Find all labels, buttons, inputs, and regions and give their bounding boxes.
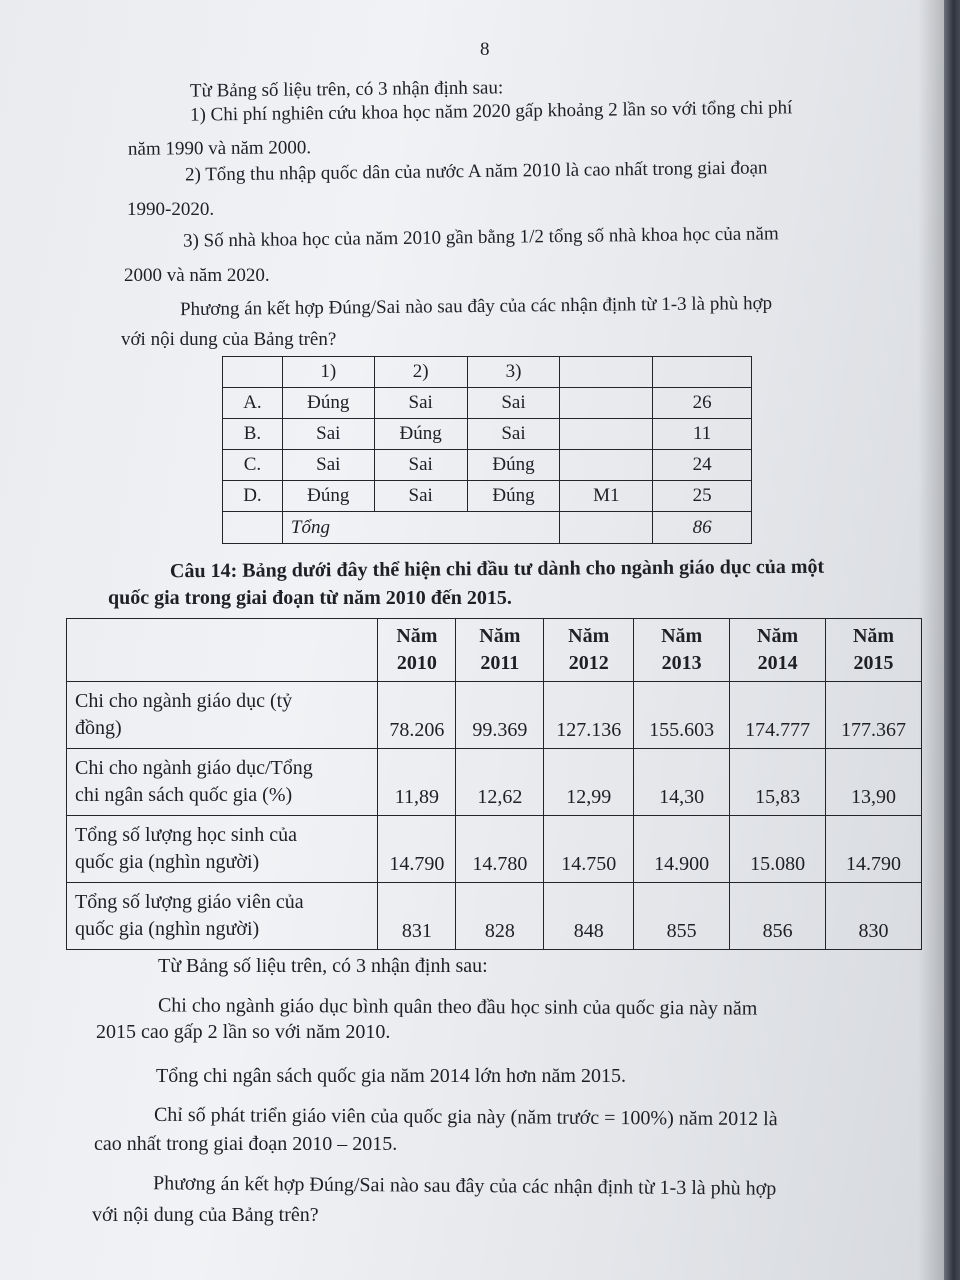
option-cell: Đúng bbox=[467, 481, 560, 512]
option-cell: Sai bbox=[374, 481, 467, 512]
table-cell: 14.900 bbox=[634, 816, 730, 883]
total-value: 86 bbox=[653, 512, 752, 544]
year-header-label: Năm bbox=[661, 625, 703, 647]
option-label: M1 bbox=[560, 481, 653, 512]
year-header-value: 2015 bbox=[853, 652, 894, 674]
year-header-2012 bbox=[544, 619, 634, 682]
option-cell: Sai bbox=[374, 388, 467, 419]
q13-statement-2-line-2: 1990-2020. bbox=[127, 199, 215, 220]
year-header-label: Năm bbox=[479, 625, 521, 647]
option-cell bbox=[560, 419, 653, 450]
table-row-education-spending bbox=[67, 682, 922, 749]
q14-statement-1-line-1: Chi cho ngành giáo dục bình quân theo đầu học sinh của quốc gia này năm bbox=[157, 994, 758, 1020]
q14-intro: Từ Bảng số liệu trên, có 3 nhận định sau: bbox=[158, 955, 488, 977]
header-cell bbox=[560, 357, 653, 388]
year-header-2015 bbox=[826, 619, 922, 682]
empty-cell bbox=[223, 512, 283, 544]
table-cell: 14.780 bbox=[456, 816, 544, 883]
option-count: 11 bbox=[653, 419, 752, 450]
table-cell: 15.080 bbox=[730, 816, 826, 883]
year-header-label: Năm bbox=[568, 625, 610, 647]
table-cell: 78.206 bbox=[378, 682, 456, 749]
table-cell: 831 bbox=[378, 883, 456, 950]
q14-question-line-1: Phương án kết hợp Đúng/Sai nào sau đây của các nhận định từ 1-3 là phù hợp bbox=[152, 1172, 777, 1200]
answer-options-table bbox=[222, 356, 752, 544]
table-cell: 14,30 bbox=[634, 749, 730, 816]
table-cell: 177.367 bbox=[826, 682, 922, 749]
row-label-line: quốc gia (nghìn người) bbox=[75, 851, 260, 873]
table-cell: 155.603 bbox=[634, 682, 730, 749]
q14-title-line-2: quốc gia trong giai đoạn từ năm 2010 đến 2015. bbox=[108, 587, 512, 609]
education-spending-table bbox=[66, 618, 922, 950]
q14-statement-2-line-1: Tổng chi ngân sách quốc gia năm 2014 lớn hơn năm 2015. bbox=[156, 1065, 626, 1087]
year-header-value: 2010 bbox=[396, 652, 437, 674]
header-cell: 3) bbox=[467, 357, 560, 388]
row-label bbox=[67, 816, 378, 883]
table-cell: 855 bbox=[634, 883, 730, 950]
row-label bbox=[67, 883, 378, 950]
option-cell: Sai bbox=[374, 450, 467, 481]
option-cell: Sai bbox=[282, 419, 374, 450]
answer-table-header bbox=[223, 357, 752, 388]
table-cell: 830 bbox=[826, 883, 922, 950]
row-label-line: chi ngân sách quốc gia (%) bbox=[75, 784, 293, 806]
option-cell: Đúng bbox=[282, 388, 374, 419]
row-label bbox=[67, 682, 378, 749]
option-letter: C. bbox=[223, 450, 283, 481]
q13-statement-3-line-2: 2000 và năm 2020. bbox=[124, 265, 270, 286]
option-cell: Sai bbox=[282, 450, 374, 481]
option-cell: Sai bbox=[467, 419, 560, 450]
q13-statement-2-line-1: 2) Tổng thu nhập quốc dân của nước A năm 2010 là cao nhất trong giai đoạn bbox=[184, 157, 768, 186]
year-header-2014 bbox=[730, 619, 826, 682]
table-cell: 15,83 bbox=[730, 749, 826, 816]
q13-intro: Từ Bảng số liệu trên, có 3 nhận định sau: bbox=[189, 77, 504, 102]
q14-statement-3-line-1: Chỉ số phát triển giáo viên của quốc gia này (năm trước = 100%) năm 2012 là bbox=[153, 1103, 778, 1131]
q14-question-line-2: với nội dung của Bảng trên? bbox=[92, 1204, 319, 1226]
row-label-line: đồng) bbox=[75, 717, 122, 739]
row-label-line: Chi cho ngành giáo dục (tỷ bbox=[75, 690, 293, 712]
table-cell: 856 bbox=[730, 883, 826, 950]
empty-cell bbox=[560, 512, 653, 544]
option-letter: B. bbox=[223, 419, 283, 450]
q13-question-line-2: với nội dung của Bảng trên? bbox=[121, 329, 337, 350]
row-label-line: Tổng số lượng giáo viên của bbox=[75, 891, 304, 913]
option-count: 24 bbox=[653, 450, 752, 481]
answer-total-row bbox=[223, 512, 752, 544]
header-cell bbox=[653, 357, 752, 388]
year-header-value: 2011 bbox=[480, 652, 520, 674]
table-cell: 14.790 bbox=[826, 816, 922, 883]
table-cell: 12,99 bbox=[544, 749, 634, 816]
page-number: 8 bbox=[480, 39, 490, 60]
row-label-line: quốc gia (nghìn người) bbox=[75, 918, 260, 940]
q13-statement-1-line-2: năm 1990 và năm 2000. bbox=[127, 137, 312, 160]
row-label bbox=[67, 749, 378, 816]
year-header-value: 2014 bbox=[757, 652, 798, 674]
table-cell: 14.750 bbox=[544, 816, 634, 883]
q13-question-line-1: Phương án kết hợp Đúng/Sai nào sau đây của các nhận định từ 1-3 là phù hợp bbox=[179, 292, 773, 321]
table-row-teachers bbox=[67, 883, 922, 950]
header-cell: 1) bbox=[282, 357, 374, 388]
option-cell: Đúng bbox=[282, 481, 374, 512]
answer-row-b bbox=[223, 419, 752, 450]
row-label-line: Chi cho ngành giáo dục/Tổng bbox=[75, 757, 313, 779]
year-header-label: Năm bbox=[852, 625, 895, 647]
option-cell: Đúng bbox=[467, 450, 560, 481]
year-header-2011 bbox=[456, 619, 544, 682]
table-cell: 11,89 bbox=[378, 749, 456, 816]
row-label-line: Tổng số lượng học sinh của bbox=[75, 824, 297, 846]
table-cell: 174.777 bbox=[730, 682, 826, 749]
total-label: Tổng bbox=[282, 512, 560, 544]
option-count: 26 bbox=[653, 388, 752, 419]
table-cell: 127.136 bbox=[544, 682, 634, 749]
option-letter: D. bbox=[223, 481, 283, 512]
answer-row-d bbox=[223, 481, 752, 512]
option-cell: Sai bbox=[467, 388, 560, 419]
answer-row-a bbox=[223, 388, 752, 419]
year-header-row bbox=[67, 619, 922, 682]
table-cell: 12,62 bbox=[456, 749, 544, 816]
table-cell: 828 bbox=[456, 883, 544, 950]
answer-row-c bbox=[223, 450, 752, 481]
empty-corner-cell bbox=[67, 619, 378, 682]
year-header-value: 2012 bbox=[568, 652, 609, 674]
q14-statement-1-line-2: 2015 cao gấp 2 lần so với năm 2010. bbox=[96, 1021, 391, 1043]
table-cell: 13,90 bbox=[826, 749, 922, 816]
q13-statement-1-line-1: 1) Chi phí nghiên cứu khoa học năm 2020 gấp khoảng 2 lần so với tổng chi phí bbox=[189, 97, 793, 126]
year-header-label: Năm bbox=[757, 625, 799, 647]
option-cell bbox=[560, 388, 653, 419]
option-cell: Đúng bbox=[374, 419, 467, 450]
year-header-2013 bbox=[634, 619, 730, 682]
year-header-2010 bbox=[378, 619, 456, 682]
table-row-students bbox=[67, 816, 922, 883]
q14-title-line-1: Câu 14: Bảng dưới đây thể hiện chi đầu tư dành cho ngành giáo dục của một bbox=[169, 555, 825, 583]
book-spine bbox=[944, 0, 960, 1280]
table-row-education-share bbox=[67, 749, 922, 816]
year-header-value: 2013 bbox=[661, 652, 702, 674]
option-letter: A. bbox=[223, 388, 283, 419]
header-cell: 2) bbox=[374, 357, 467, 388]
table-cell: 14.790 bbox=[378, 816, 456, 883]
q13-statement-3-line-1: 3) Số nhà khoa học của năm 2010 gần bằng 1/2 tổng số nhà khoa học của năm bbox=[182, 223, 779, 252]
table-cell: 848 bbox=[544, 883, 634, 950]
q14-statement-3-line-2: cao nhất trong giai đoạn 2010 – 2015. bbox=[94, 1133, 398, 1155]
option-cell bbox=[560, 450, 653, 481]
option-count: 25 bbox=[653, 481, 752, 512]
year-header-label: Năm bbox=[396, 625, 438, 647]
header-cell bbox=[223, 357, 283, 388]
table-cell: 99.369 bbox=[456, 682, 544, 749]
